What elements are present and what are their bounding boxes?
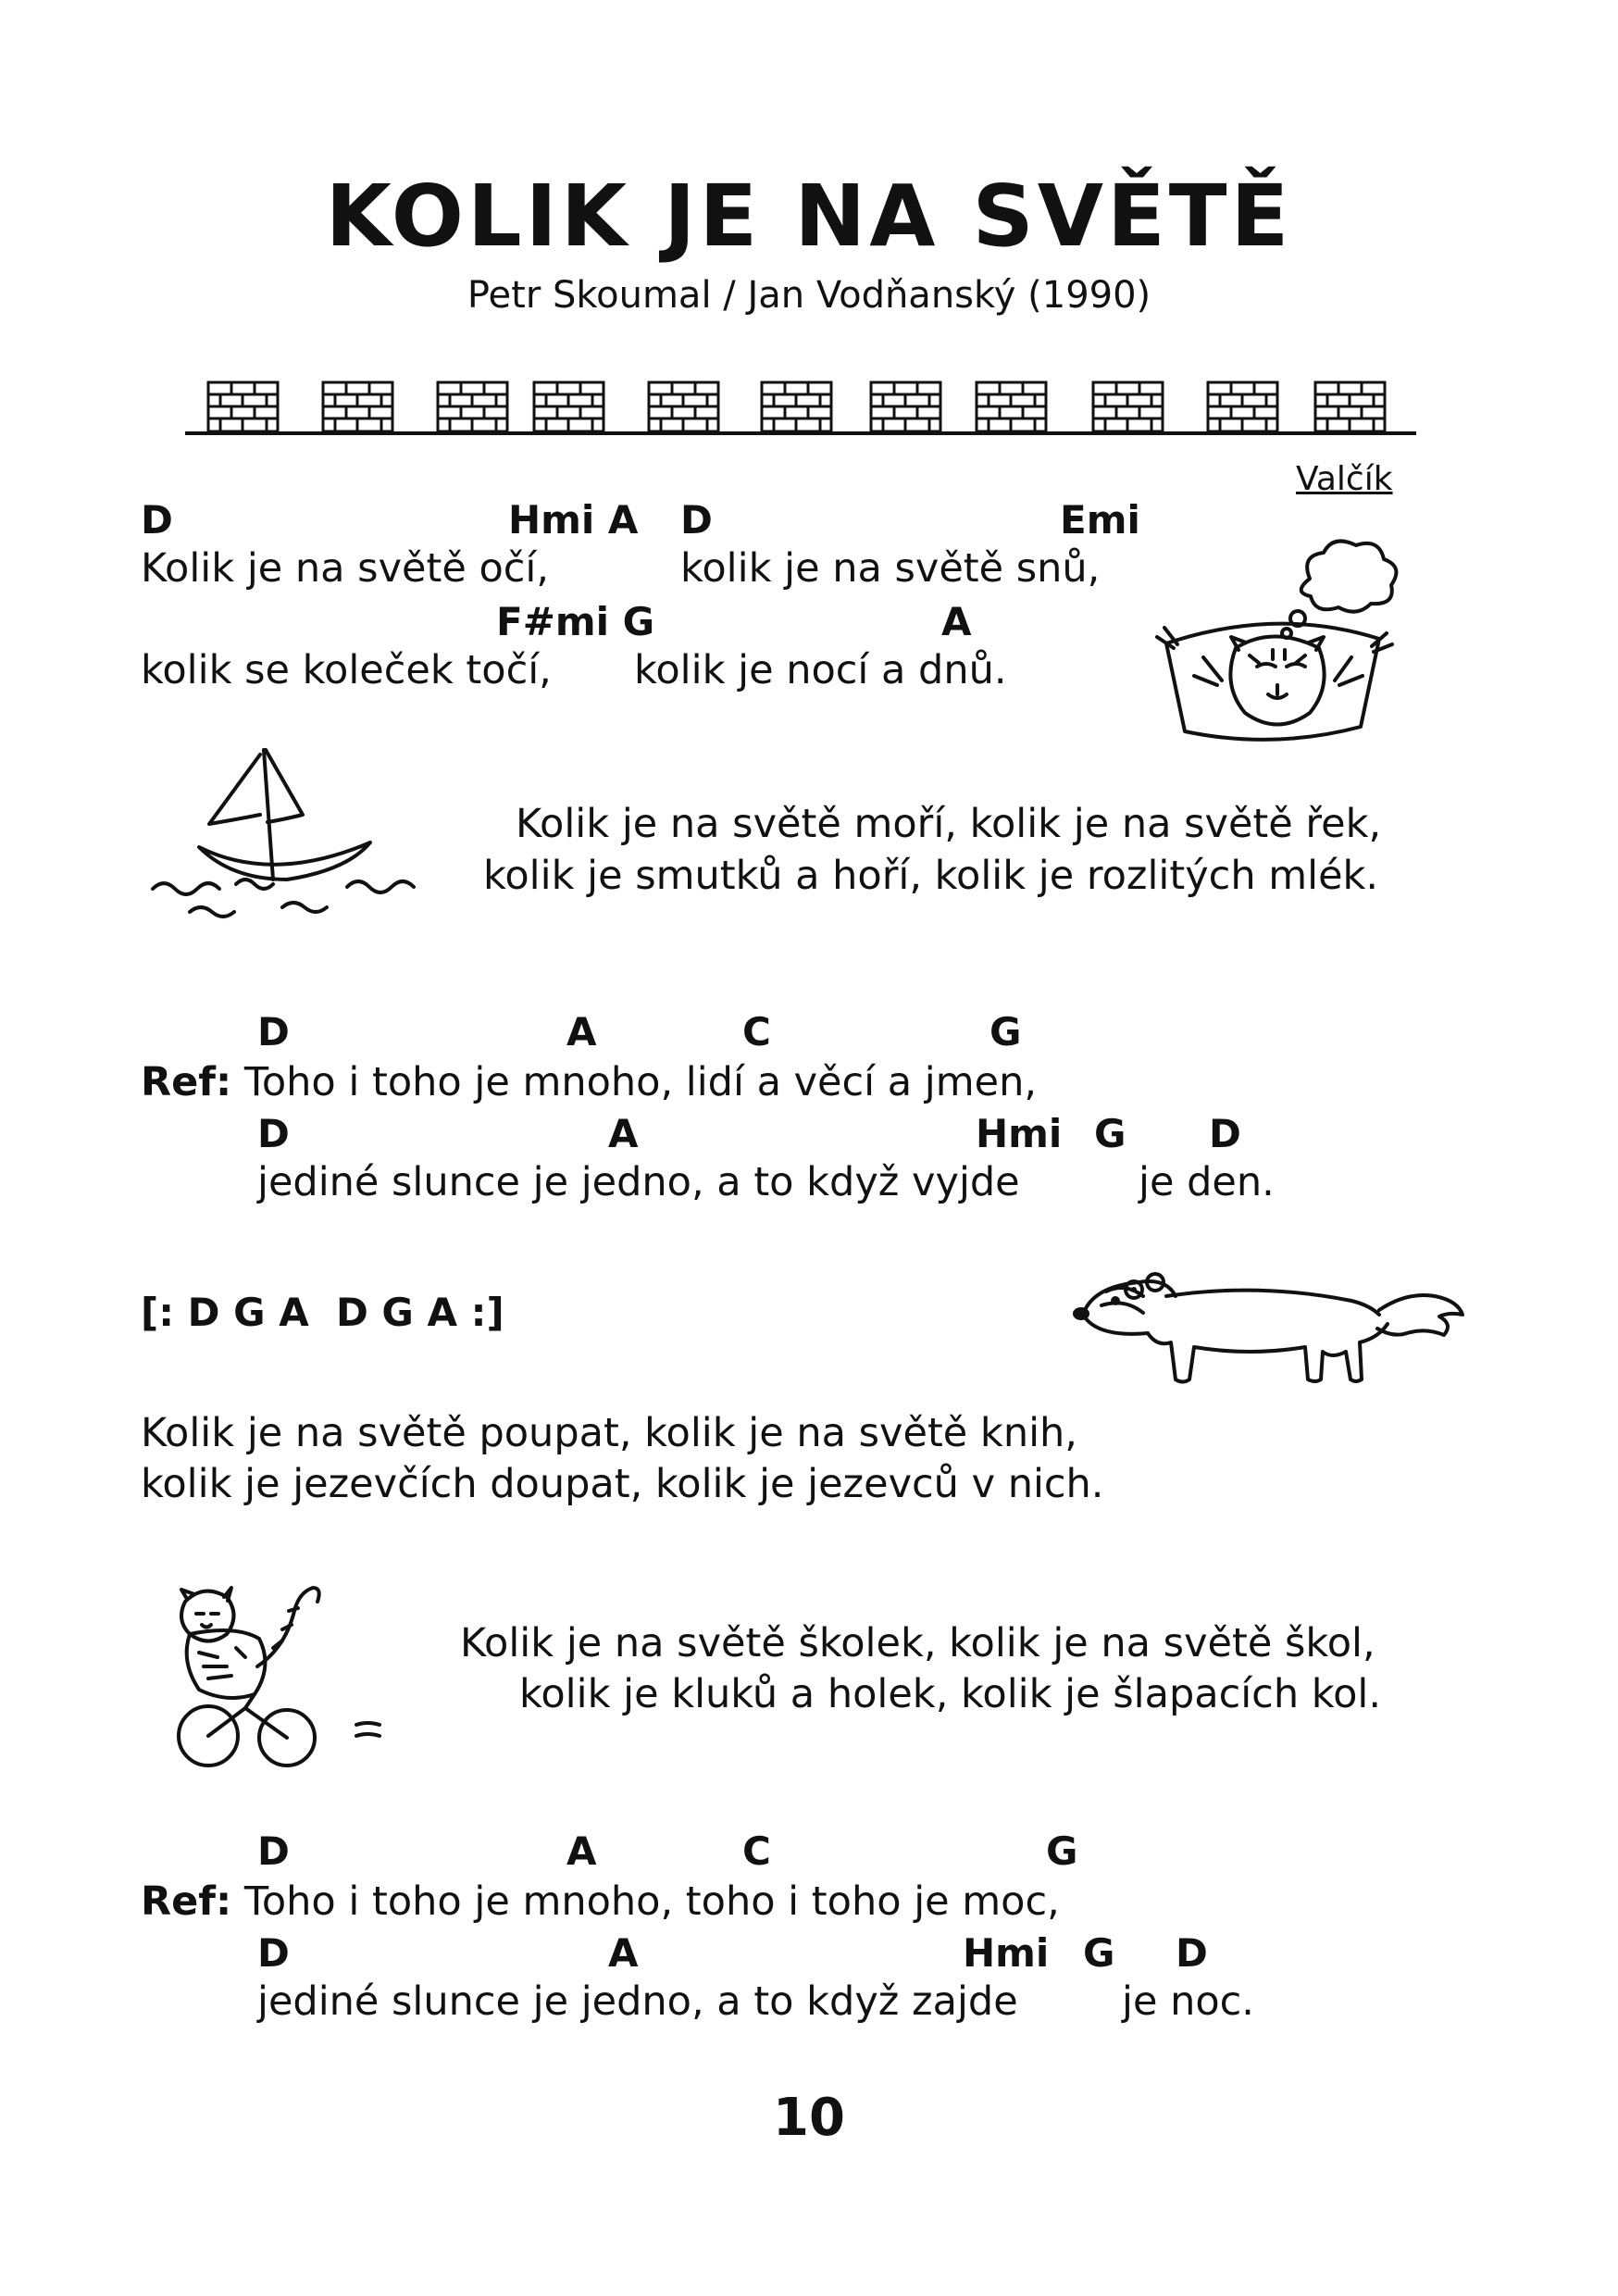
refrain-line: je noc. xyxy=(1122,1978,1254,2025)
lyric-line: kolik je kluků a holek, kolik je šlapacích kol. xyxy=(519,1671,1382,1717)
chord: D xyxy=(257,1828,290,1874)
refrain-line: jediné slunce je jedno, a to když zajde xyxy=(257,1978,1018,2025)
chord: A xyxy=(608,1111,639,1156)
chord: Hmi xyxy=(963,1930,1050,1976)
chord: C xyxy=(742,1009,771,1054)
chord: D xyxy=(1209,1111,1241,1156)
lyric-line: kolik je nocí a dnů. xyxy=(634,647,1007,693)
chord: G xyxy=(989,1009,1022,1054)
chord: D xyxy=(1176,1930,1208,1976)
refrain-line xyxy=(141,1878,1060,1925)
refrain-line: je den. xyxy=(1139,1159,1275,1205)
song-title: KOLIK JE NA SVĚTĚ xyxy=(325,167,1293,266)
chord: A xyxy=(566,1828,597,1874)
lyric-line: Kolik je na světě školek, kolik je na světě škol, xyxy=(460,1620,1375,1666)
chord: A xyxy=(941,599,972,644)
chord: C xyxy=(742,1828,771,1874)
page-number: 10 xyxy=(773,2088,845,2148)
lyric-line: kolik se koleček točí, xyxy=(141,647,552,693)
lyric-line: kolik je smutků a hoří, kolik je rozlitých mlék. xyxy=(483,853,1379,899)
chord: A xyxy=(566,1009,597,1054)
tiger-on-bicycle-icon xyxy=(148,1578,407,1782)
sailboat-icon xyxy=(134,731,426,935)
chord: D xyxy=(141,497,173,543)
lyric-line: kolik je jezevčích doupat, kolik je jezevců v nich. xyxy=(141,1461,1104,1507)
song-style-label: Valčík xyxy=(1296,460,1393,498)
chord: D xyxy=(257,1009,290,1054)
chord: D xyxy=(257,1111,290,1156)
chord: D xyxy=(257,1930,290,1976)
chord: G xyxy=(1083,1930,1115,1976)
badger-icon xyxy=(1064,1254,1481,1393)
sleeping-tiger-icon xyxy=(1148,537,1407,750)
refrain-text: Toho i toho je mnoho, toho i toho je moc, xyxy=(243,1878,1060,1925)
chord: Hmi A xyxy=(508,497,639,543)
lyric-line: Kolik je na světě očí, xyxy=(141,545,550,592)
refrain-line xyxy=(141,1059,1037,1105)
refrain-line: jediné slunce je jedno, a to když vyjde xyxy=(257,1159,1020,1205)
chord: Hmi xyxy=(976,1111,1063,1156)
refrain-label: Ref: xyxy=(141,1059,232,1105)
chord: F#mi G xyxy=(496,599,655,644)
lyric-line: Kolik je na světě poupat, kolik je na světě knih, xyxy=(141,1410,1077,1456)
refrain-label: Ref: xyxy=(141,1878,232,1925)
chord: G xyxy=(1094,1111,1126,1156)
chord: A xyxy=(608,1930,639,1976)
brick-wall-icon xyxy=(185,375,1416,440)
chord: G xyxy=(1046,1828,1078,1874)
lyric-line: Kolik je na světě moří, kolik je na světě řek, xyxy=(516,801,1382,847)
interlude-chords: [: D G A D G A :] xyxy=(141,1290,504,1335)
refrain-text: Toho i toho je mnoho, lidí a věcí a jmen, xyxy=(243,1059,1037,1105)
lyric-line: kolik je na světě snů, xyxy=(680,545,1101,592)
chord: Emi xyxy=(1060,497,1140,543)
song-authors: Petr Skoumal / Jan Vodňanský (1990) xyxy=(467,274,1151,317)
chord: D xyxy=(680,497,713,543)
